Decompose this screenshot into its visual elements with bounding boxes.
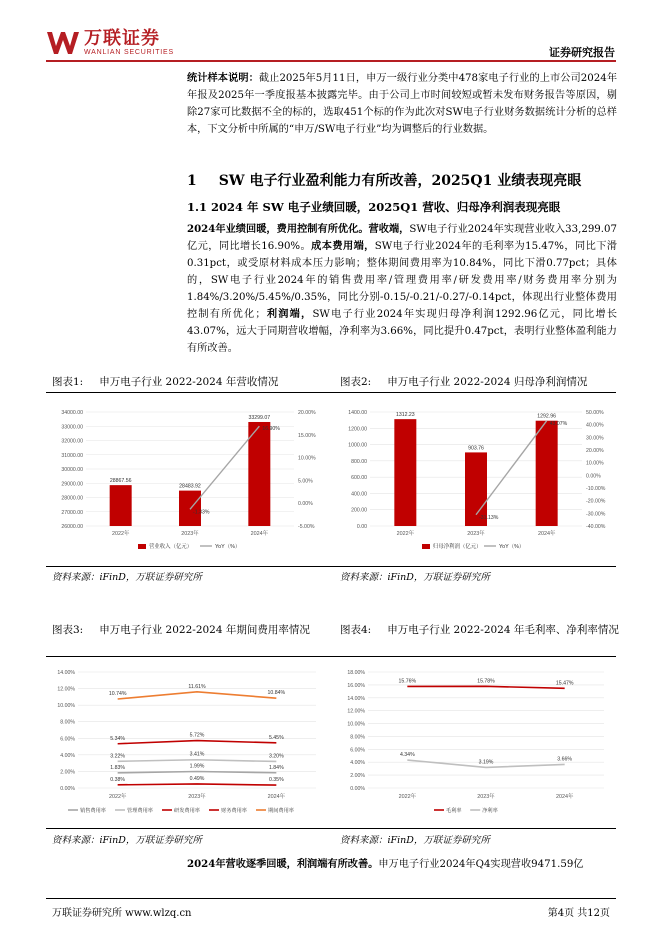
figure3-label: 图表3: xyxy=(52,624,84,636)
net-profit-chart xyxy=(338,396,618,564)
bar xyxy=(110,485,132,526)
data-label: 0.35% xyxy=(268,777,284,784)
para-text-3: SW电子行业2024年实现归母净利润1292.96亿元，同比增长43.07%，远大于同期营收增幅，净利率为3.66%，同比提升0.47pct，表明行业整体盈利能力有所改善。 xyxy=(187,309,618,354)
legend-label: YoY（%） xyxy=(215,544,241,550)
bar-value-label: 33299.07 xyxy=(248,414,271,421)
x-tick-label: 2023年 xyxy=(181,531,199,537)
figure-row2-top-rule xyxy=(46,656,616,657)
data-label: 1.84% xyxy=(268,764,284,771)
y-tick-label: 8.00% xyxy=(350,734,365,741)
figure-row2-bottom-rule xyxy=(46,828,616,829)
data-label: 15.76% xyxy=(398,678,417,685)
y-tick-label: 0.00% xyxy=(60,786,75,792)
footer-divider xyxy=(46,898,616,899)
x-tick-label: 2024年 xyxy=(537,531,556,537)
data-label: 0.49% xyxy=(189,775,205,782)
y-tick-label: 12.00% xyxy=(347,708,365,715)
data-label: 10.84% xyxy=(267,690,286,697)
data-label: 15.47% xyxy=(555,680,574,687)
bar-value-label: 28483.92 xyxy=(179,483,201,490)
y2-tick-label: 20.00% xyxy=(586,448,604,454)
figure2-source: 资料来源：iFinD，万联证券研究所 xyxy=(340,572,490,583)
data-label: 3.19% xyxy=(478,759,494,766)
y2-tick-label: 5.00% xyxy=(298,478,313,485)
y2-tick-label: 15.00% xyxy=(298,432,316,439)
legend-label: 归母净利润（亿元） xyxy=(433,544,482,550)
legend-label: 毛利率 xyxy=(446,808,462,814)
bar xyxy=(248,422,270,526)
revenue-chart xyxy=(50,396,330,564)
figure4-title xyxy=(340,622,620,639)
y2-tick-label: 0.00% xyxy=(586,473,601,480)
y-tick-label: 200.00 xyxy=(351,507,367,514)
y-tick-label: 10.00% xyxy=(57,703,75,710)
sample-description-text: 截止2025年5月11日，申万一级行业分类中478家电子行业的上市公司2024年年报及2025年一季度报基本披露完毕。由于公司上市时间较短或暂未发布财务报告等原因，剔除27家可比数据不全的标的，选取451个标的作为此次对SW电子行业财务数据统计分析的总样本，下文分析中所属的“申万/SW电子行业”均为调整后的行业数据。 xyxy=(187,73,618,135)
sample-description xyxy=(187,70,617,138)
bar-value-label: 1292.96 xyxy=(537,413,557,420)
figure4-text: 申万电子行业 2022-2024 年毛利率、净利率情况 xyxy=(387,624,619,636)
y-tick-label: 2.00% xyxy=(350,773,365,780)
y2-tick-label: 10.00% xyxy=(298,455,316,462)
bar xyxy=(536,421,558,526)
figure-row1-bottom-rule xyxy=(46,566,616,567)
x-tick-label: 2022年 xyxy=(108,794,127,800)
y-tick-label: 34000.00 xyxy=(61,410,83,416)
x-tick-label: 2022年 xyxy=(398,794,417,800)
para-text-2: SW电子行业2024年的毛利率为15.47%，同比下滑0.31pct，或受原材料成本压力影响；整体期间费用率为10.84%，同比下滑0.77pct；具体的，SW电子行业2024年的销售费用率/管理费用率/研发费用率/财务费用率分别为1.84%/3.20%/5.45%/0.35%，同比分别-0.15/-0.21/-0.27/-0.14pct，体现出行业整体费用控制有所优化； xyxy=(187,241,617,320)
yoy-value-label: -31.13% xyxy=(479,514,499,521)
y-tick-label: 800.00 xyxy=(351,458,367,465)
y-tick-label: 0.00 xyxy=(356,524,367,530)
y2-tick-label: -5.00% xyxy=(298,524,315,530)
figure2-title xyxy=(340,374,587,389)
para-text-1: SW电子行业2024年实现营业收入33,299.07亿元，同比增长16.90%。 xyxy=(187,224,617,252)
closing-text: 申万电子行业2024年Q4实现营收9471.59亿 xyxy=(378,859,584,870)
header-divider xyxy=(46,60,616,62)
y-tick-label: 1400.00 xyxy=(348,410,367,416)
y2-tick-label: 0.00% xyxy=(298,501,313,508)
y-tick-label: 14.00% xyxy=(57,670,75,676)
legend-label: 财务费用率 xyxy=(221,808,247,814)
closing-paragraph xyxy=(187,856,617,873)
x-tick-label: 2022年 xyxy=(111,531,130,537)
y-tick-label: 26000.00 xyxy=(61,524,83,530)
expense-ratio-chart xyxy=(50,660,330,826)
legend-label: 管理费用率 xyxy=(127,808,153,814)
x-tick-label: 2024年 xyxy=(555,794,574,800)
report-type: 证券研究报告 xyxy=(549,46,615,59)
analysis-paragraph xyxy=(187,221,617,357)
y-tick-label: 6.00% xyxy=(60,736,75,743)
legend-swatch xyxy=(422,544,430,549)
y-tick-label: 29000.00 xyxy=(61,481,83,488)
figure3-source: 资料来源：iFinD，万联证券研究所 xyxy=(52,835,202,846)
x-tick-label: 2024年 xyxy=(250,531,269,537)
closing-bold: 2024年营收逐季回暖，利润端有所改善。 xyxy=(187,858,379,870)
y-tick-label: 1200.00 xyxy=(348,426,367,433)
y-tick-label: 600.00 xyxy=(351,475,367,482)
figure4-source: 资料来源：iFinD，万联证券研究所 xyxy=(340,835,490,846)
legend-label: 销售费用率 xyxy=(80,808,106,814)
y-tick-label: 16.00% xyxy=(347,682,365,689)
y2-tick-label: 30.00% xyxy=(586,435,604,442)
data-label: 0.38% xyxy=(110,776,126,783)
data-label: 10.74% xyxy=(108,691,127,698)
y2-tick-label: -30.00% xyxy=(586,511,606,518)
figure2-label: 图表2: xyxy=(340,376,372,388)
y-tick-label: 0.00% xyxy=(350,786,365,792)
figure3-title xyxy=(52,622,310,637)
bar-value-label: 903.76 xyxy=(468,445,484,452)
y2-tick-label: -20.00% xyxy=(586,498,606,505)
logo-chinese-name: 万联证券 xyxy=(84,28,160,49)
data-label: 3.20% xyxy=(268,753,284,760)
y-tick-label: 18.00% xyxy=(347,670,365,676)
figure1-text: 申万电子行业 2022-2024 年营收情况 xyxy=(99,376,279,388)
y2-tick-label: -10.00% xyxy=(586,486,606,492)
data-label: 1.99% xyxy=(189,763,205,770)
x-tick-label: 2023年 xyxy=(467,531,485,537)
figure2-text: 申万电子行业 2022-2024 归母净利润情况 xyxy=(387,376,588,388)
y-tick-label: 6.00% xyxy=(350,747,365,754)
y2-tick-label: 50.00% xyxy=(586,410,604,416)
data-label: 5.72% xyxy=(189,732,205,739)
section-heading xyxy=(187,170,581,190)
y-tick-label: 14.00% xyxy=(347,695,365,702)
x-tick-label: 2023年 xyxy=(188,794,206,800)
legend-label: 研发费用率 xyxy=(174,808,200,814)
figure1-source: 资料来源：iFinD，万联证券研究所 xyxy=(52,572,202,583)
figure1-title xyxy=(52,374,278,389)
data-label: 3.66% xyxy=(557,756,573,763)
yoy-value-label: 43.07% xyxy=(549,420,568,427)
y2-tick-label: 40.00% xyxy=(586,422,604,429)
figure4-label: 图表4: xyxy=(340,624,372,636)
legend-swatch xyxy=(138,544,146,549)
legend-label: 净利率 xyxy=(482,808,498,814)
legend-label: YoY（%） xyxy=(499,544,525,550)
data-label: 15.78% xyxy=(477,678,495,685)
para-bold-2: 成本费用端， xyxy=(311,240,375,252)
chart-background xyxy=(50,396,330,564)
data-label: 4.34% xyxy=(399,752,415,759)
y-tick-label: 8.00% xyxy=(60,719,75,726)
y-tick-label: 400.00 xyxy=(351,491,367,498)
bar xyxy=(394,419,416,526)
data-label: 5.34% xyxy=(110,735,126,742)
y-tick-label: 28000.00 xyxy=(61,495,83,502)
y-tick-label: 27000.00 xyxy=(61,509,83,516)
yoy-value-label: 16.90% xyxy=(262,426,280,433)
para-bold-1: 2024年业绩回暖，费用控制有所优化。营收端， xyxy=(187,223,410,235)
y2-tick-label: 20.00% xyxy=(298,410,316,416)
section-title: SW 电子行业盈利能力有所改善，2025Q1 业绩表现亮眼 xyxy=(218,173,582,189)
data-label: 3.41% xyxy=(189,751,205,758)
y-tick-label: 12.00% xyxy=(57,686,75,693)
y2-tick-label: -40.00% xyxy=(586,524,606,530)
y-tick-label: 4.00% xyxy=(60,752,75,759)
y2-tick-label: 10.00% xyxy=(586,460,604,467)
bar-value-label: 1312.23 xyxy=(395,412,415,419)
subsection-heading: 1.1 2024 年 SW 电子业绩回暖，2025Q1 营收、归母净利润表现亮眼 xyxy=(187,200,561,214)
y-tick-label: 30000.00 xyxy=(61,467,83,473)
y-tick-label: 32000.00 xyxy=(61,438,83,445)
footer-left: 万联证券研究所 www.wlzq.cn xyxy=(52,908,192,919)
logo-w-icon xyxy=(46,30,80,56)
figure1-label: 图表1: xyxy=(52,376,84,388)
figure-row1-top-rule xyxy=(46,392,616,393)
y-tick-label: 2.00% xyxy=(60,769,75,776)
y-tick-label: 1000.00 xyxy=(348,442,367,449)
y-tick-label: 33000.00 xyxy=(61,424,83,431)
yoy-value-label: -1.33% xyxy=(193,509,210,516)
y-tick-label: 10.00% xyxy=(347,721,365,728)
data-label: 1.83% xyxy=(110,764,126,771)
bar-value-label: 28867.56 xyxy=(109,478,132,485)
legend-label: 期间费用率 xyxy=(268,808,294,814)
company-logo xyxy=(46,30,174,56)
para-bold-3: 利润端， xyxy=(265,308,313,320)
x-tick-label: 2022年 xyxy=(396,531,415,537)
data-label: 5.45% xyxy=(268,734,284,741)
sample-description-label: 统计样本说明： xyxy=(187,72,259,84)
x-tick-label: 2024年 xyxy=(267,794,286,800)
margin-chart xyxy=(338,660,618,826)
x-tick-label: 2023年 xyxy=(477,794,495,800)
y-tick-label: 31000.00 xyxy=(61,452,83,459)
legend-label: 营业收入（亿元） xyxy=(149,544,193,550)
y-tick-label: 4.00% xyxy=(350,760,365,767)
data-label: 3.22% xyxy=(110,753,126,760)
data-label: 11.61% xyxy=(188,683,206,690)
section-number: 1 xyxy=(187,173,197,189)
logo-english-name: WANLIAN SECURITIES xyxy=(84,49,174,56)
figure3-text: 申万电子行业 2022-2024 年期间费用率情况 xyxy=(99,624,310,636)
page-number: 第4页 共12页 xyxy=(547,908,610,919)
